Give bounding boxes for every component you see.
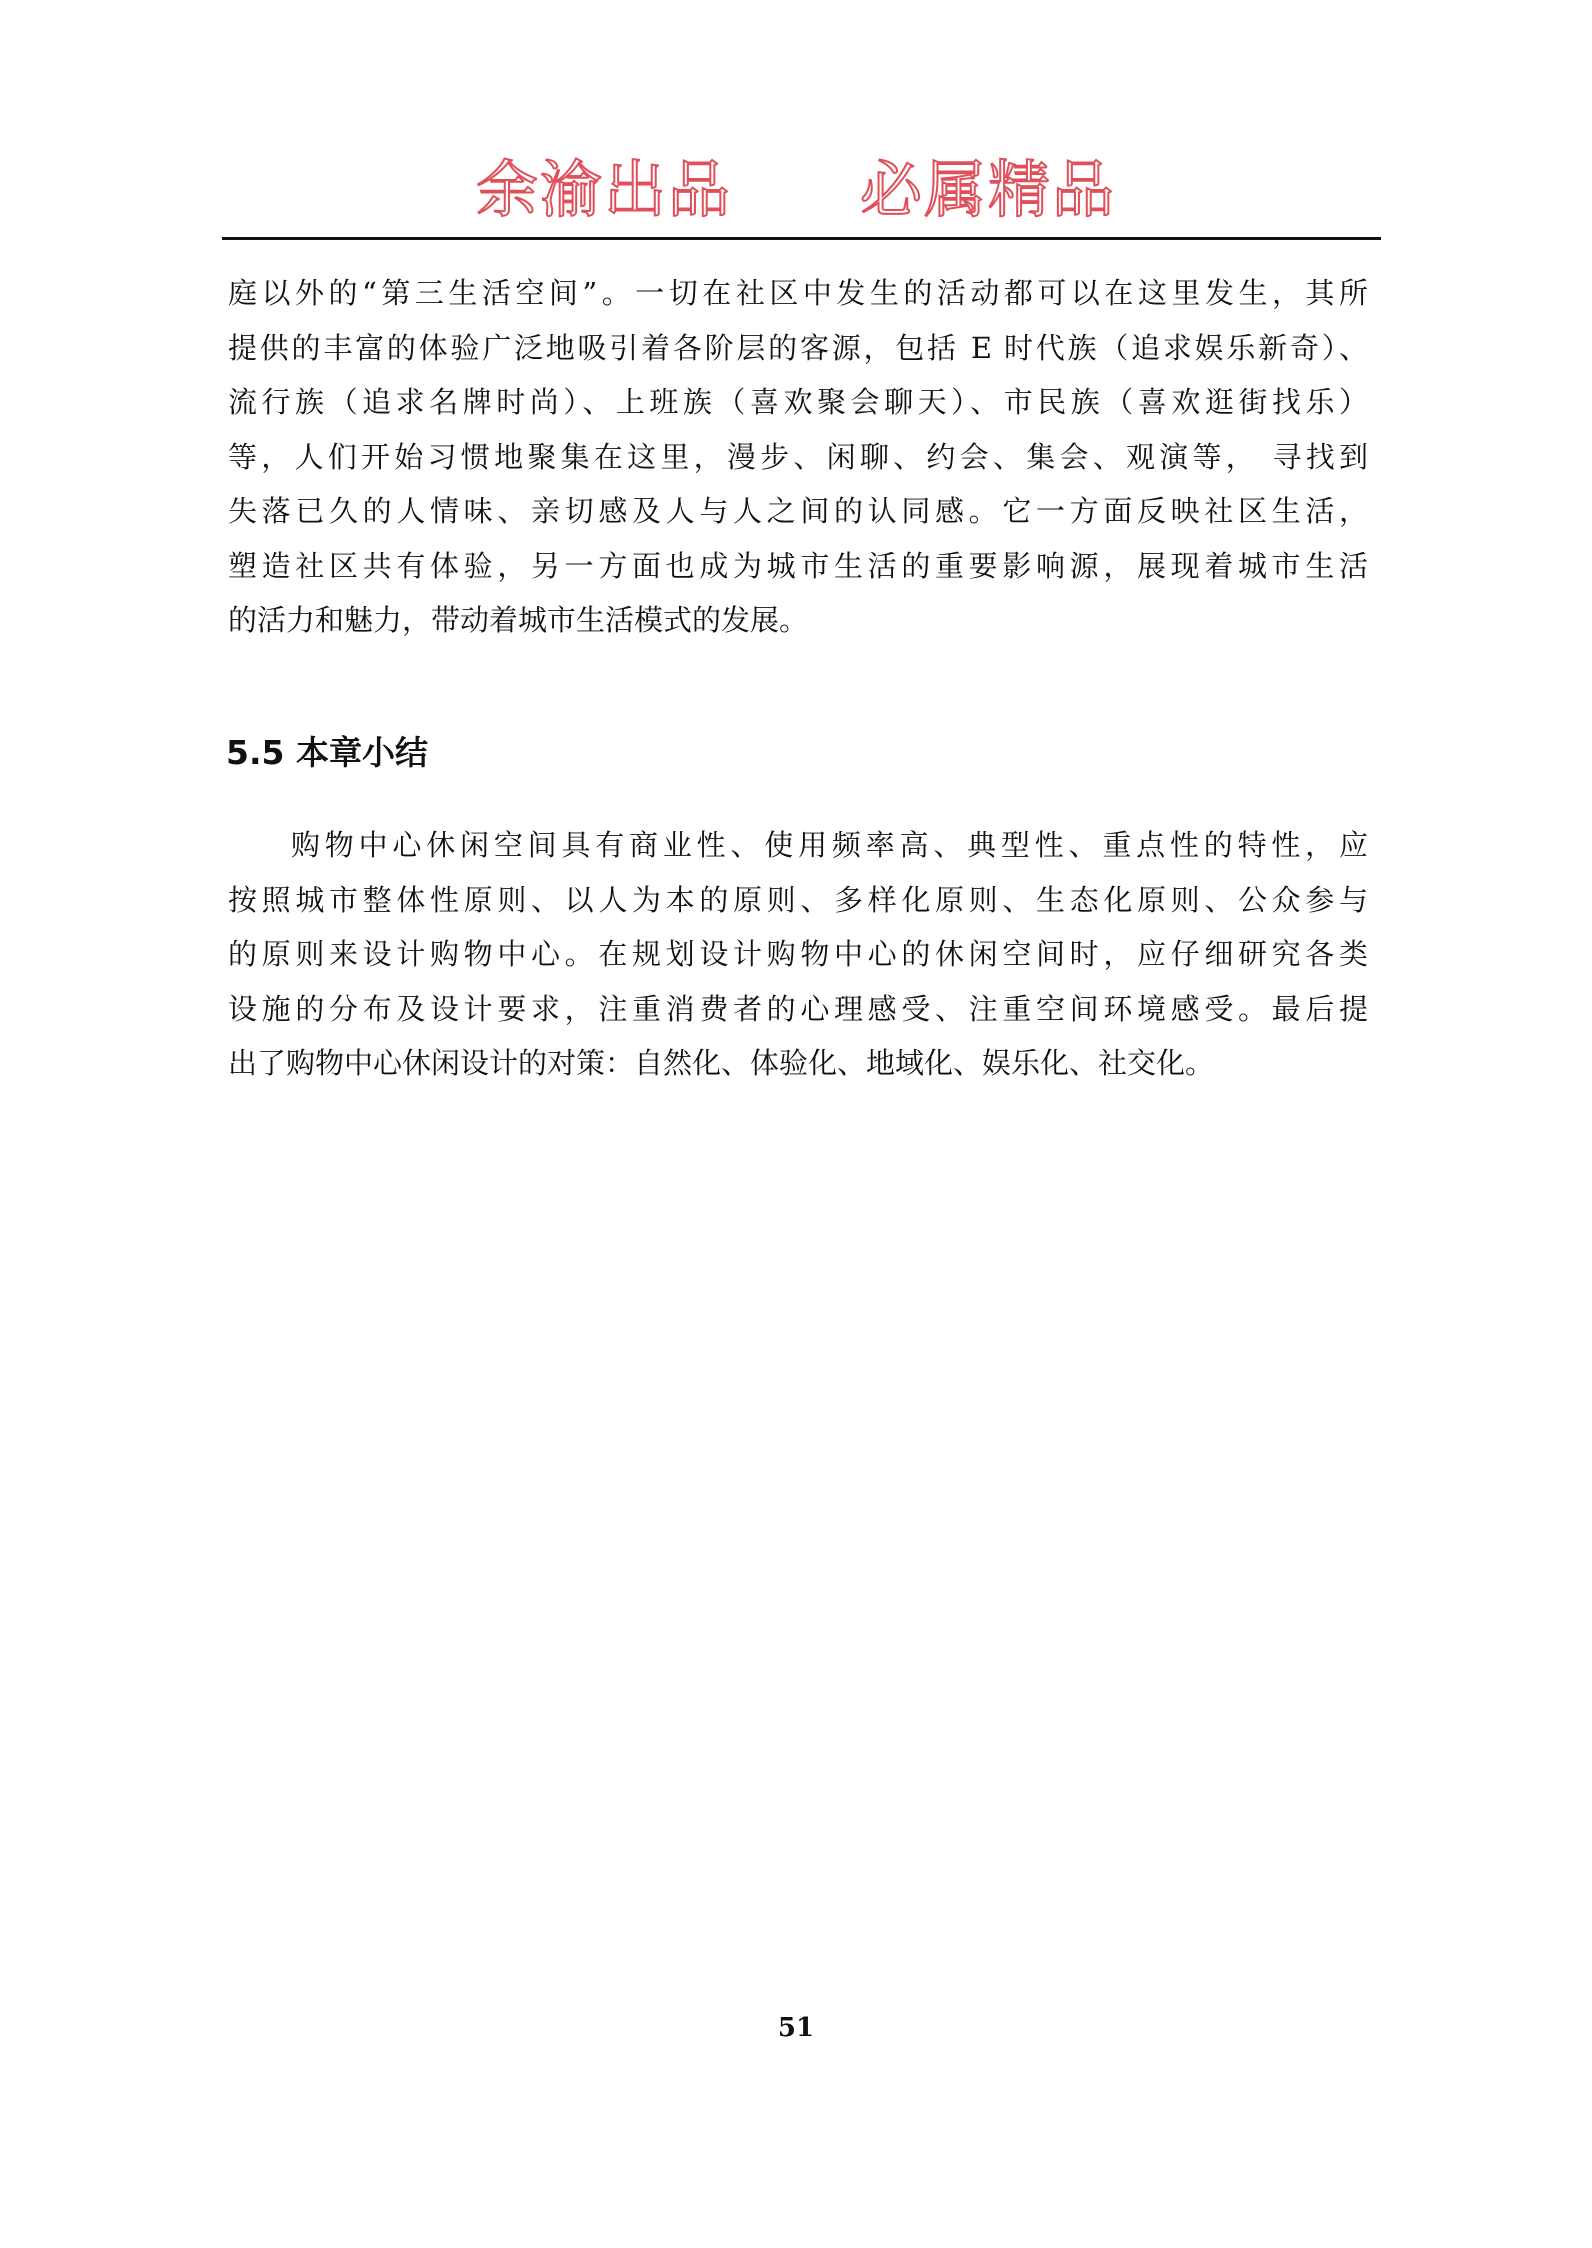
paragraph-line: 设施的分布及设计要求，注重消费者的心理感受、注重空间环境感受。最后提	[228, 991, 1368, 1026]
header-rule	[222, 237, 1381, 240]
header-watermark: 余渝出品 必属精品	[475, 153, 1116, 226]
paragraph-line: 按照城市整体性原则、以人为本的原则、多样化原则、生态化原则、公众参与	[228, 882, 1368, 917]
paragraph-line: 出了购物中心休闲设计的对策：自然化、体验化、地域化、娱乐化、社交化。	[228, 1046, 1215, 1080]
paragraph-line: 庭以外的“第三生活空间”。一切在社区中发生的活动都可以在这里发生，其所	[228, 276, 1368, 310]
section-heading: 5.5 本章小结	[226, 733, 428, 772]
paragraph-line: 塑造社区共有体验，另一方面也成为城市生活的重要影响源，展现着城市生活	[228, 548, 1368, 583]
paragraph-line: 提供的丰富的体验广泛地吸引着各阶层的客源，包括 E 时代族（追求娱乐新奇）、	[228, 330, 1368, 365]
paragraph-line: 等，人们开始习惯地聚集在这里，漫步、闲聊、约会、集会、观演等， 寻找到	[228, 439, 1368, 474]
paragraph-line: 失落已久的人情味、亲切感及人与人之间的认同感。它一方面反映社区生活，	[228, 494, 1368, 528]
paragraph-line: 的活力和魅力，带动着城市生活模式的发展。	[228, 603, 809, 637]
body-paragraph-1	[228, 266, 1368, 648]
paragraph-line: 流行族（追求名牌时尚）、上班族（喜欢聚会聊天）、市民族（喜欢逛街找乐）	[228, 385, 1368, 419]
paragraph-line: 的原则来设计购物中心。在规划设计购物中心的休闲空间时，应仔细研究各类	[228, 937, 1368, 971]
body-paragraph-2	[228, 818, 1368, 1091]
page-number: 51	[777, 2013, 815, 2043]
paragraph-line: 购物中心休闲空间具有商业性、使用频率高、典型性、重点性的特性，应	[291, 828, 1368, 862]
